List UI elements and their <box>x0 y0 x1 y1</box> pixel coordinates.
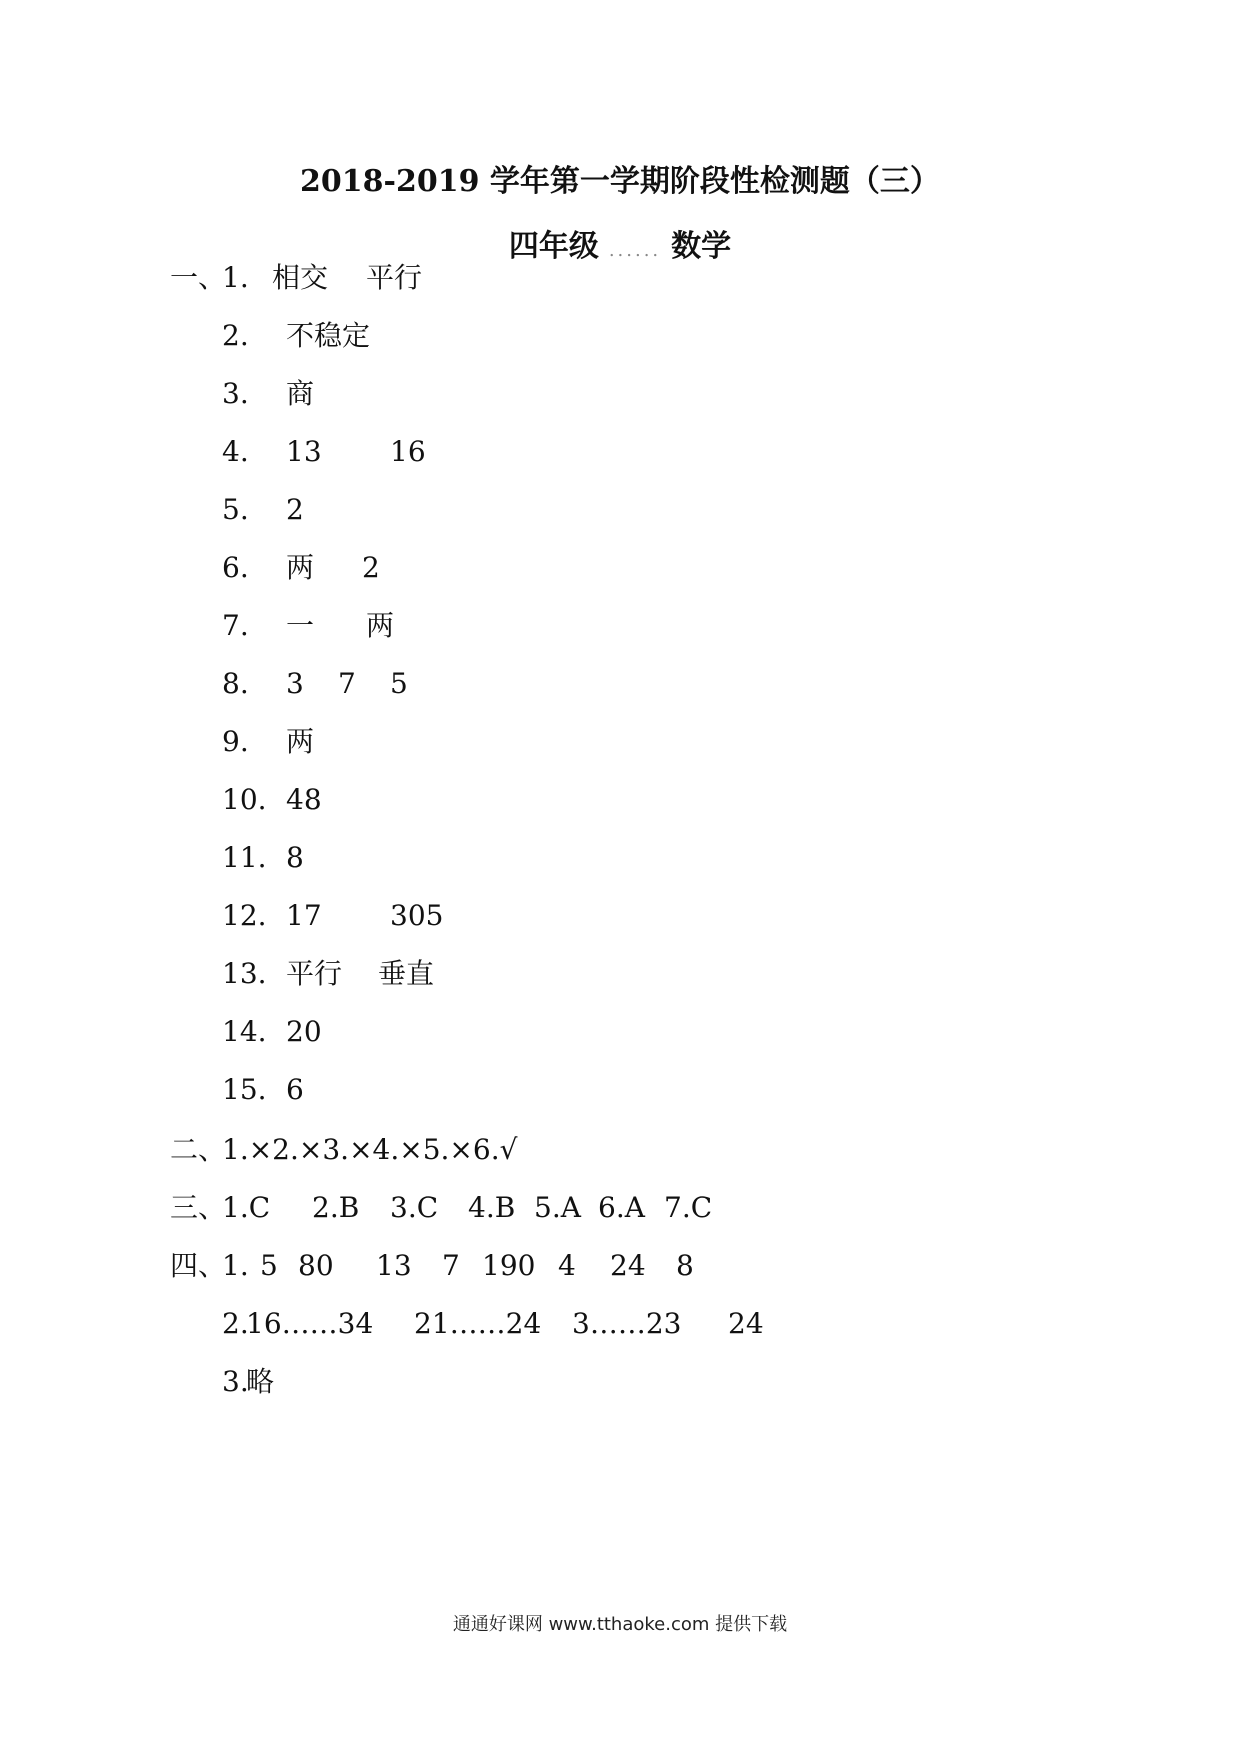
separator-dots: ...... <box>608 240 662 261</box>
section1-item-1 <box>0 258 1240 298</box>
item-number: 1. <box>222 1249 249 1282</box>
section3-marker: 三、 <box>170 1191 227 1224</box>
answer: 1.C <box>222 1191 271 1224</box>
answer: 3.C <box>390 1191 439 1224</box>
section1-item-2 <box>0 316 1240 356</box>
item-number: 7. <box>222 609 249 642</box>
item-number: 6. <box>222 551 249 584</box>
item-number: 1. <box>222 261 249 294</box>
subject-label: 数学 <box>671 229 732 264</box>
answer: 7.C <box>664 1191 713 1224</box>
answer: 16……34 <box>246 1307 374 1340</box>
answer: 商 <box>286 377 315 410</box>
answer: 一 <box>286 609 315 642</box>
section4-line-3 <box>0 1362 1240 1402</box>
section1-item-13 <box>0 954 1240 994</box>
answer: 305 <box>390 899 444 932</box>
answer: 5 <box>390 667 408 700</box>
answer: 8 <box>286 841 304 874</box>
item-number: 3. <box>222 1365 249 1398</box>
answer: 两 <box>366 609 395 642</box>
item-number: 12. <box>222 899 267 932</box>
answer: 6.A <box>598 1191 645 1224</box>
answer: 4 <box>558 1249 576 1282</box>
item-number: 13. <box>222 957 267 990</box>
answer: 2 <box>286 493 304 526</box>
answer: 2.B <box>312 1191 360 1224</box>
answer: 5 <box>260 1249 278 1282</box>
item-number: 2. <box>222 1307 249 1340</box>
answer: 2 <box>362 551 380 584</box>
answer: 不稳定 <box>286 319 371 352</box>
item-number: 15. <box>222 1073 267 1106</box>
answer: 24 <box>728 1307 764 1340</box>
section2-marker: 二、 <box>170 1133 227 1166</box>
answer: 4.B <box>468 1191 516 1224</box>
answer: 13 <box>286 435 322 468</box>
section2-answers: 1.×2.×3.×4.×5.×6.√ <box>222 1133 518 1166</box>
answer: 垂直 <box>378 957 435 990</box>
item-number: 4. <box>222 435 249 468</box>
section1-item-8 <box>0 664 1240 704</box>
answer: 两 <box>286 551 315 584</box>
answer: 相交 <box>272 261 329 294</box>
section1-item-14 <box>0 1012 1240 1052</box>
item-number: 8. <box>222 667 249 700</box>
item-number: 11. <box>222 841 267 874</box>
page-title: 2018-2019 学年第一学期阶段性检测题（三） <box>300 164 940 199</box>
section1-item-6 <box>0 548 1240 588</box>
answer: 7 <box>442 1249 460 1282</box>
answer: 8 <box>676 1249 694 1282</box>
answer: 13 <box>376 1249 412 1282</box>
section1-item-9 <box>0 722 1240 762</box>
section4-marker: 四、 <box>170 1249 227 1282</box>
answer: 190 <box>482 1249 536 1282</box>
answer: 6 <box>286 1073 304 1106</box>
item-number: 14. <box>222 1015 267 1048</box>
answer: 21……24 <box>414 1307 542 1340</box>
item-number: 9. <box>222 725 249 758</box>
section1-item-11 <box>0 838 1240 878</box>
section1-marker: 一、 <box>170 261 227 294</box>
answer: 80 <box>298 1249 334 1282</box>
section1-item-7 <box>0 606 1240 646</box>
section1-item-10 <box>0 780 1240 820</box>
answer: 48 <box>286 783 322 816</box>
section1-item-4 <box>0 432 1240 472</box>
section1-item-3 <box>0 374 1240 414</box>
answer: 16 <box>390 435 426 468</box>
answer: 3……23 <box>572 1307 682 1340</box>
answer: 20 <box>286 1015 322 1048</box>
answer: 平行 <box>366 261 423 294</box>
section2-line <box>0 1130 1240 1170</box>
section1-item-5 <box>0 490 1240 530</box>
item-number: 5. <box>222 493 249 526</box>
answer: 3 <box>286 667 304 700</box>
section3-line <box>0 1188 1240 1228</box>
answer: 略 <box>246 1365 275 1398</box>
answer: 5.A <box>534 1191 581 1224</box>
section4-line-1 <box>0 1246 1240 1286</box>
section4-line-2 <box>0 1304 1240 1344</box>
answer: 7 <box>338 667 356 700</box>
answer: 两 <box>286 725 315 758</box>
item-number: 10. <box>222 783 267 816</box>
answer: 17 <box>286 899 322 932</box>
answer: 平行 <box>286 957 343 990</box>
section1-item-15 <box>0 1070 1240 1110</box>
section1-item-12 <box>0 896 1240 936</box>
answer: 24 <box>610 1249 646 1282</box>
item-number: 2. <box>222 319 249 352</box>
grade-label: 四年级 <box>508 229 599 264</box>
download-footer: 通通好课网 www.tthaoke.com 提供下载 <box>452 1614 788 1635</box>
item-number: 3. <box>222 377 249 410</box>
